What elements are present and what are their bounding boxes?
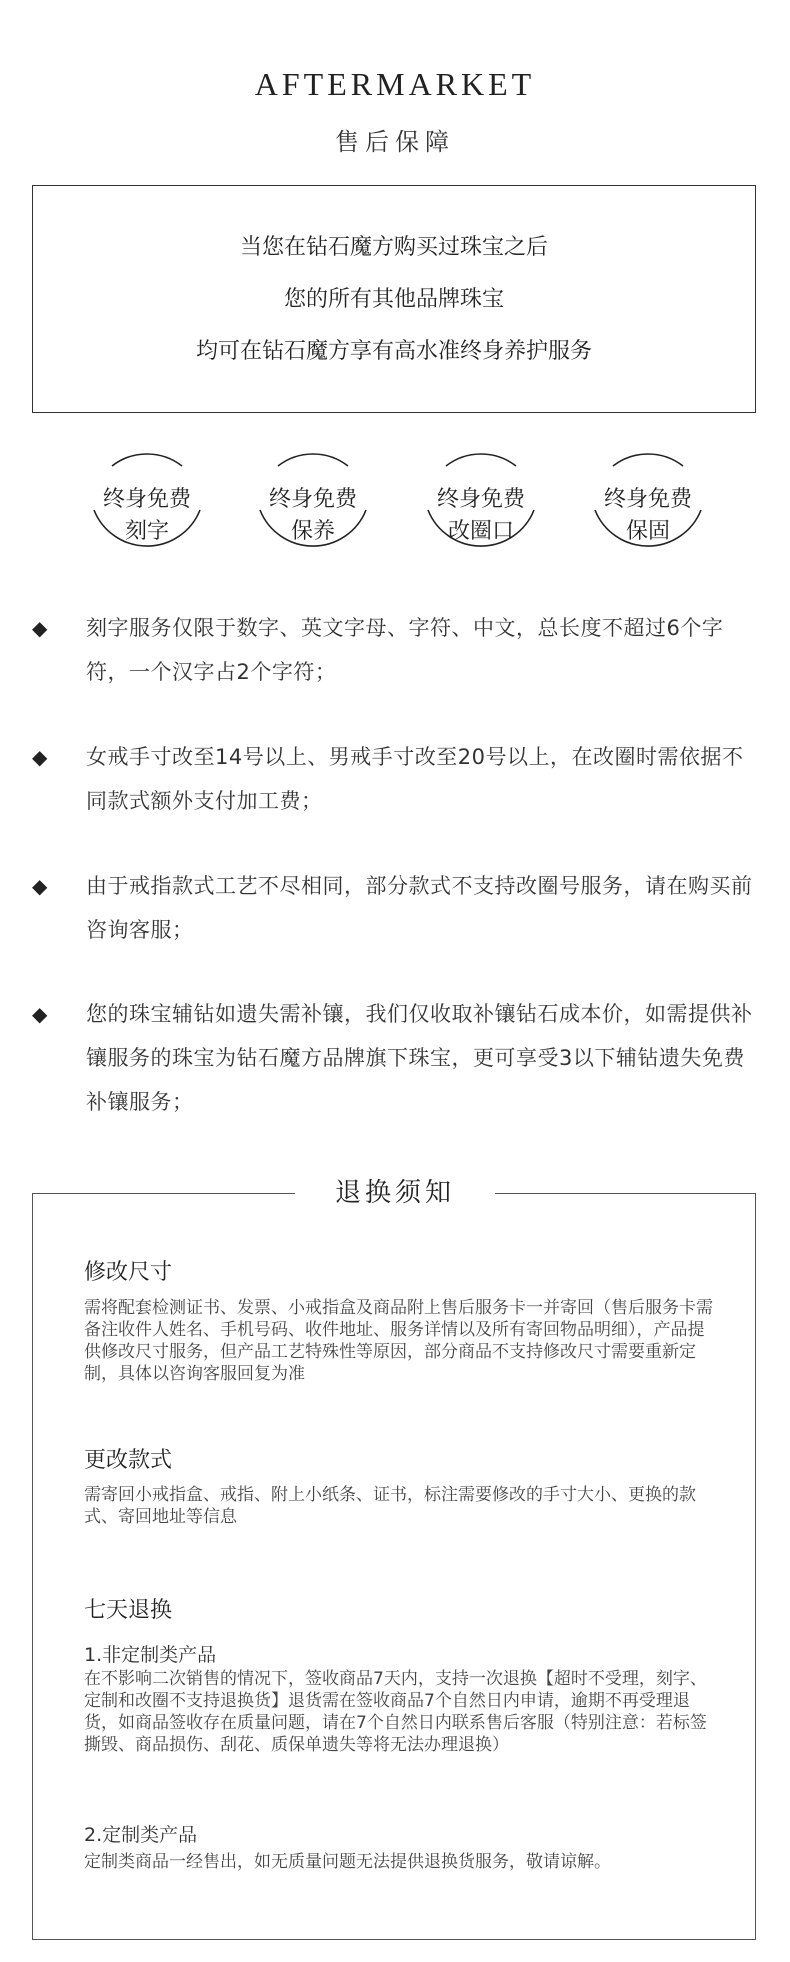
- badge-line2: 保固: [625, 519, 670, 544]
- custom-text: 定制类商品一经售出，如无质量问题无法提供退换货服务，敬请谅解。: [84, 1852, 611, 1872]
- resize-text: 需将配套检测证书、发票、小戒指盒及商品附上售后服务卡一并寄回（售后服务卡需备注收件人姓名、手机号码、收件地址、服务详情以及所有寄回物品明细），产品提供修改尺寸服务，但产品工艺特殊性等原因，部分商品不支持修改尺寸需要重新定制，具体以咨询客服回复为准: [84, 1298, 713, 1384]
- restyle-text: 需寄回小戒指盒、戒指、附上小纸条、证书，标注需要修改的手寸大小、更换的款式、寄回地址等信息: [84, 1485, 696, 1527]
- diamond-bullet-icon: ◆: [32, 616, 48, 640]
- diamond-bullet-icon: ◆: [32, 745, 48, 769]
- badge-line1: 终身免费: [268, 487, 357, 512]
- page-title-en: AFTERMARKET: [254, 66, 536, 102]
- returns-title: 退换须知: [295, 1170, 495, 1216]
- note-style-limit: 由于戒指款式工艺不尽相同，部分款式不支持改圈号服务，请在购买前咨询客服；: [86, 874, 753, 942]
- badge-maintenance: [254, 448, 372, 566]
- note-engraving: 刻字服务仅限于数字、英文字母、字符、中文，总长度不超过6个字符，一个汉字占2个字符；: [86, 616, 724, 684]
- badge-line1: 终身免费: [603, 487, 692, 512]
- badge-line1: 终身免费: [436, 487, 525, 512]
- note-side-stones: 您的珠宝辅钻如遗失需补镶，我们仅收取补镶钻石成本价，如需提供补镶服务的珠宝为钻石魔方品牌旗下珠宝，更可享受3以下辅钻遗失免费补镶服务；: [86, 1002, 753, 1114]
- badge-line1: 终身免费: [102, 487, 191, 512]
- non-custom-title: 1.非定制类产品: [84, 1644, 217, 1666]
- restyle-heading: 更改款式: [84, 1448, 173, 1473]
- badge-line2: 保养: [290, 519, 335, 544]
- note-ring-size: 女戒手寸改至14号以上、男戒手寸改至20号以上，在改圈时需依据不同款式额外支付加工费；: [86, 745, 744, 813]
- intro-line: 当您在钻石魔方购买过珠宝之后: [239, 235, 548, 260]
- resize-heading: 修改尺寸: [84, 1260, 173, 1285]
- badge-line2: 刻字: [124, 519, 169, 544]
- diamond-bullet-icon: ◆: [32, 1002, 48, 1026]
- badge-warranty: [589, 448, 707, 566]
- diamond-bullet-icon: ◆: [32, 874, 48, 898]
- badge-line2: 改圈口: [447, 519, 514, 544]
- custom-title: 2.定制类产品: [84, 1824, 198, 1846]
- intro-line: 均可在钻石魔方享有高水准终身养护服务: [195, 339, 592, 364]
- badge-engraving: [88, 448, 206, 566]
- intro-box: [32, 185, 756, 413]
- page-title-cn: 售后保障: [335, 128, 455, 156]
- seven-day-heading: 七天退换: [84, 1598, 173, 1623]
- intro-line: 您的所有其他品牌珠宝: [283, 287, 504, 312]
- non-custom-text: 在不影响二次销售的情况下，签收商品7天内，支持一次退换【超时不受理，刻字、定制和改圈不支持退换货】退货需在签收商品7个自然日内申请，逾期不再受理退货，如商品签收存在质量问题，请在7个自然日内联系售后客服（特别注意：若标签撕毁、商品损伤、刮花、质保单遗失等将无法办理退换）: [84, 1669, 707, 1755]
- badge-resize: [422, 448, 540, 566]
